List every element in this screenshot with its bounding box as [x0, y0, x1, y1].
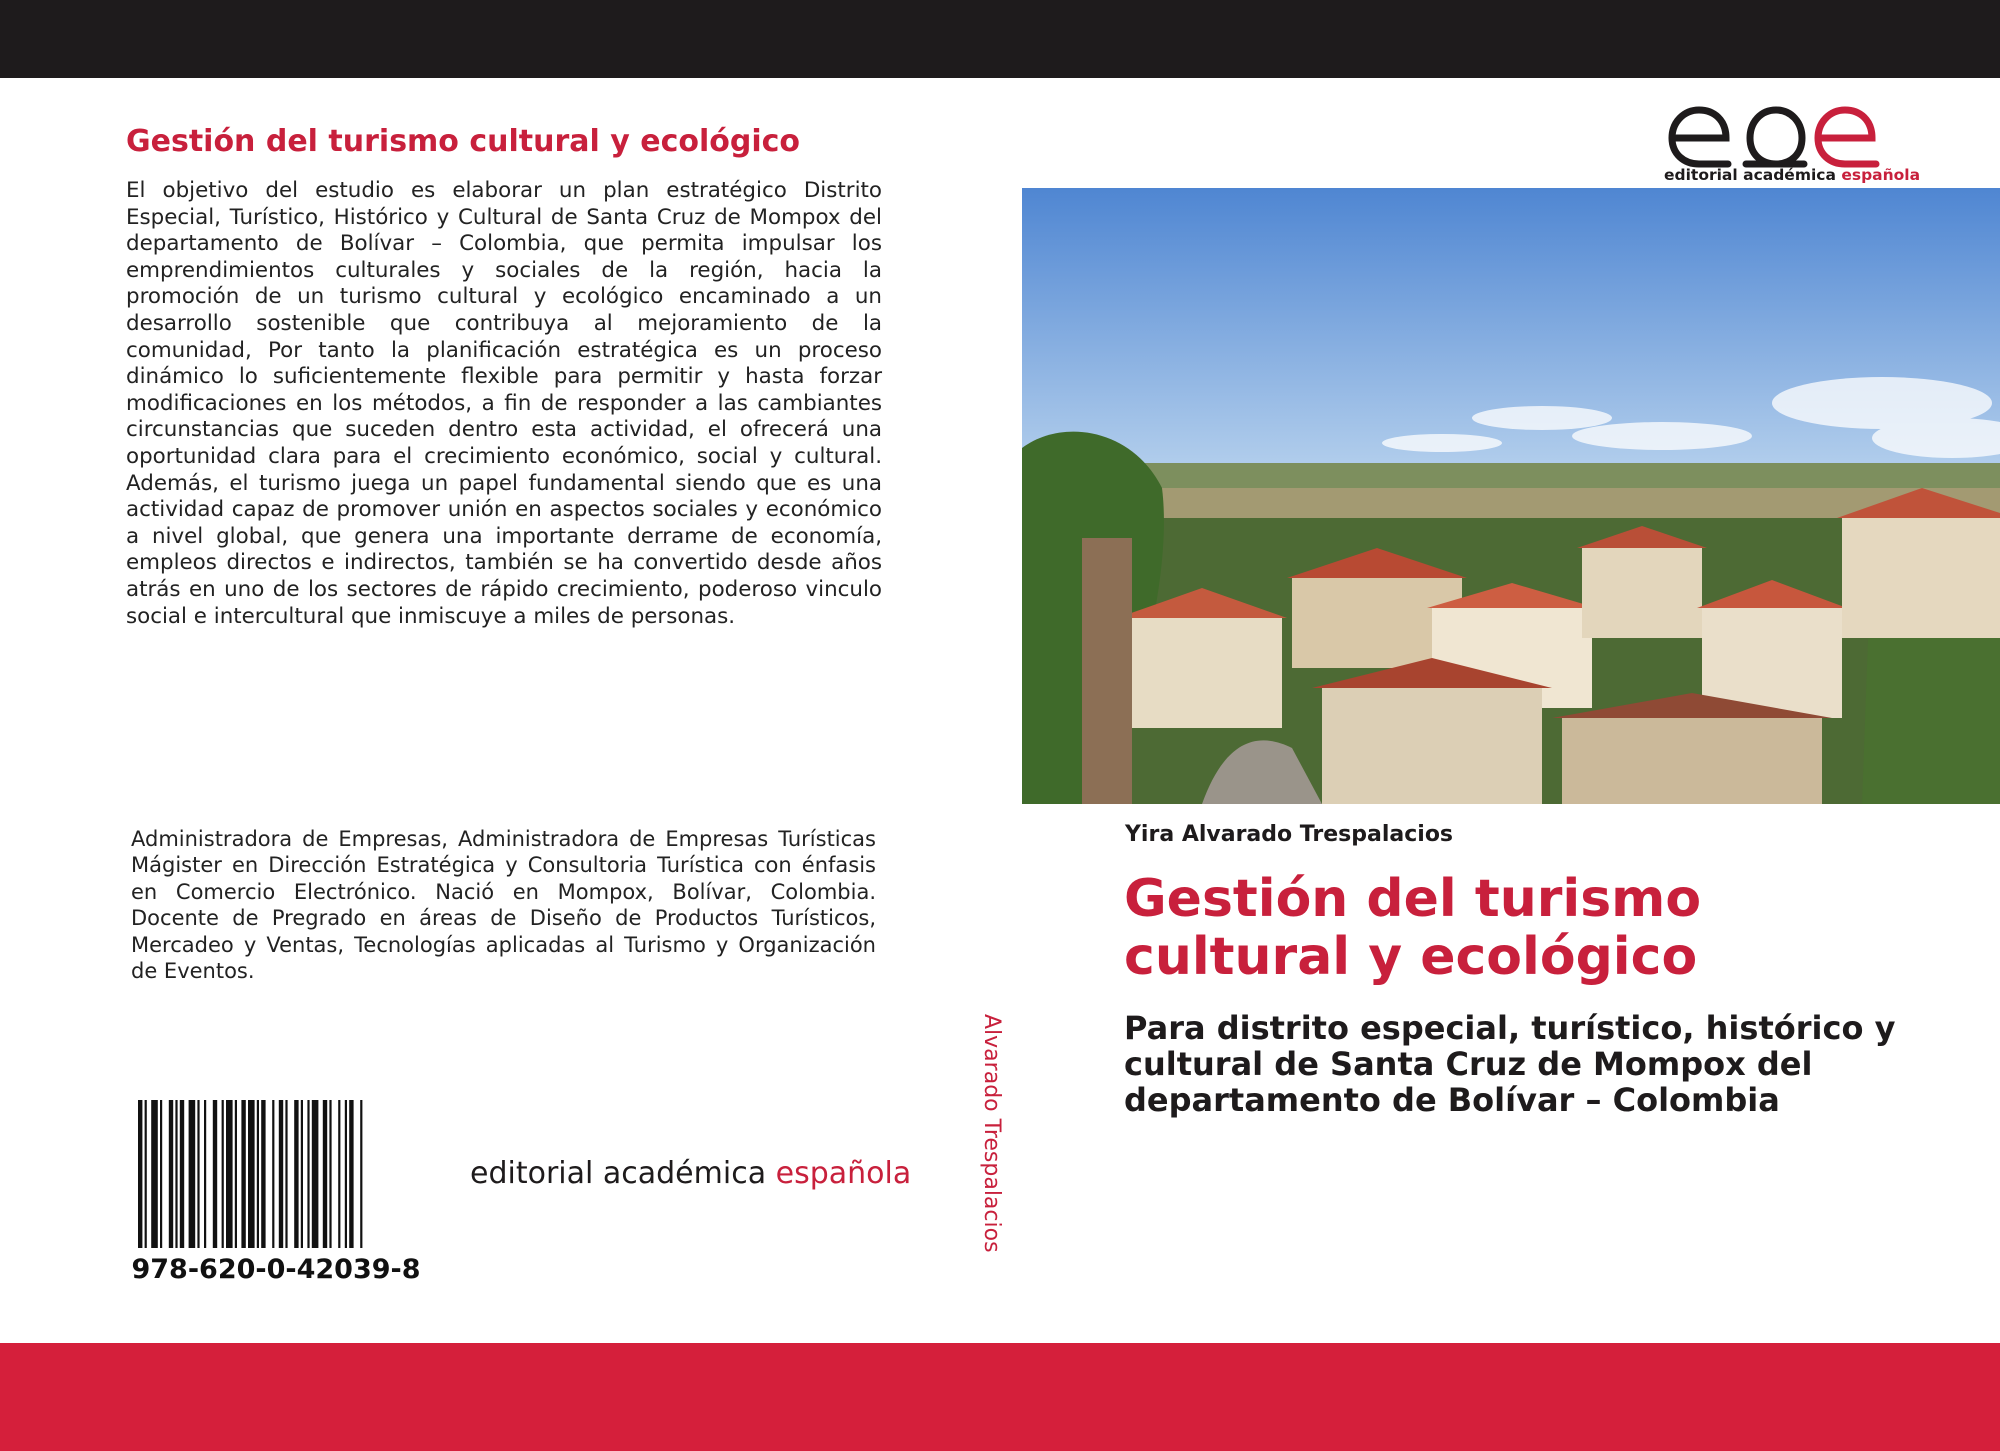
barcode-bar: [301, 1100, 303, 1248]
barcode-bar: [312, 1100, 319, 1248]
bottom-band: [0, 1343, 2000, 1451]
barcode-bar: [175, 1100, 177, 1248]
logo-letter-e2: [1818, 110, 1876, 164]
barcode-bar: [151, 1100, 158, 1248]
barcode-bar: [145, 1100, 147, 1248]
barcode-bar: [138, 1100, 142, 1248]
publisher-name-main: editorial académica: [470, 1156, 776, 1191]
author-biography: Administradora de Empresas, Administradora de Empresas Turísticas Mágister en Dirección Estratégica y Consultoria Turística con énfasis en Comercio Electrónico. Nació en Mompox, Bolívar, Colombia. Docente de Pregrado en áreas de Diseño de Productos Turísticos, Mercadeo y Ventas, Tecnologías aplicadas al Turismo y Organización de Eventos.: [131, 827, 876, 984]
back-cover-title: Gestión del turismo cultural y ecológico: [126, 124, 801, 159]
barcode-bar: [285, 1100, 287, 1248]
barcode-bar: [197, 1100, 199, 1248]
barcode-bar: [160, 1100, 162, 1248]
barcode-bar: [272, 1100, 274, 1248]
barcode-bar: [180, 1100, 184, 1248]
logo-caption: [1664, 166, 1921, 184]
barcode-bar: [329, 1100, 331, 1248]
barcode-bar: [226, 1100, 233, 1248]
barcode-bar: [360, 1100, 362, 1248]
cover-photo-town-landscape: [1022, 188, 2000, 804]
barcode-bar: [261, 1100, 265, 1248]
barcode-bar: [222, 1100, 224, 1248]
barcode-bar: [169, 1100, 173, 1248]
barcode-bar: [204, 1100, 206, 1248]
barcode-bar: [257, 1100, 259, 1248]
barcode-bar: [338, 1100, 340, 1248]
front-cover-subtitle: Para distrito especial, turístico, histórico y cultural de Santa Cruz de Mompox del departamento de Bolívar – Colombia: [1124, 1009, 1896, 1119]
barcode-bar: [189, 1100, 196, 1248]
publisher-name-accent: española: [775, 1156, 912, 1191]
barcode-bar: [248, 1100, 255, 1248]
barcode-bar: [294, 1100, 298, 1248]
logo-caption-accent: española: [1841, 166, 1921, 184]
front-author-name: Yira Alvarado Trespalacios: [1125, 822, 1454, 847]
isbn-number: 978-620-0-42039-8: [131, 1254, 421, 1285]
logo-letter-a: [1746, 110, 1804, 164]
top-band: [0, 0, 2000, 78]
barcode-bar: [345, 1100, 347, 1248]
barcode-bar: [241, 1100, 245, 1248]
barcode: [138, 1100, 415, 1248]
back-cover-summary: El objetivo del estudio es elaborar un plan estratégico Distrito Especial, Turístico, Histórico y Cultural de Santa Cruz de Mompox del departamento de Bolívar – Colombia, que permita impulsar los emprendimientos culturales y sociales de la región, hacia la promoción de un turismo cultural y ecológico encaminado a un desarrollo sostenible que contribuya al mejoramiento de la comunidad, Por tanto la planificación estratégica es un proceso dinámico lo suficientemente flexible para permitir y hasta forzar modificaciones en los métodos, a fin de responder a las cambiantes circunstancias que suceden dentro esta actividad, el ofrecerá una oportunidad clara para el crecimiento económico, social y cultural. Además, el turismo juega un papel fundamental siendo que es una actividad capaz de promover unión en aspectos sociales y económico a nivel global, que genera una importante derrame de economía, empleos directos e indirectos, también se ha convertido desde años atrás en uno de los sectores de rápido crecimiento, poderoso vinculo social e intercultural que inmiscuye a miles de personas.: [126, 178, 882, 629]
spine: [968, 1014, 1028, 1253]
barcode-bar: [235, 1100, 237, 1248]
barcode-bar: [213, 1100, 217, 1248]
spine-author-name: Alvarado Trespalacios: [979, 1014, 1004, 1253]
front-cover-title: Gestión del turismo cultural y ecológico: [1124, 869, 1702, 987]
barcode-bar: [349, 1100, 353, 1248]
back-publisher-name: [470, 1156, 911, 1191]
logo-letter-e: [1672, 110, 1728, 164]
barcode-bar: [279, 1100, 283, 1248]
logo-caption-main: editorial académica: [1664, 166, 1842, 184]
barcode-bar: [323, 1100, 327, 1248]
barcode-bar: [307, 1100, 309, 1248]
